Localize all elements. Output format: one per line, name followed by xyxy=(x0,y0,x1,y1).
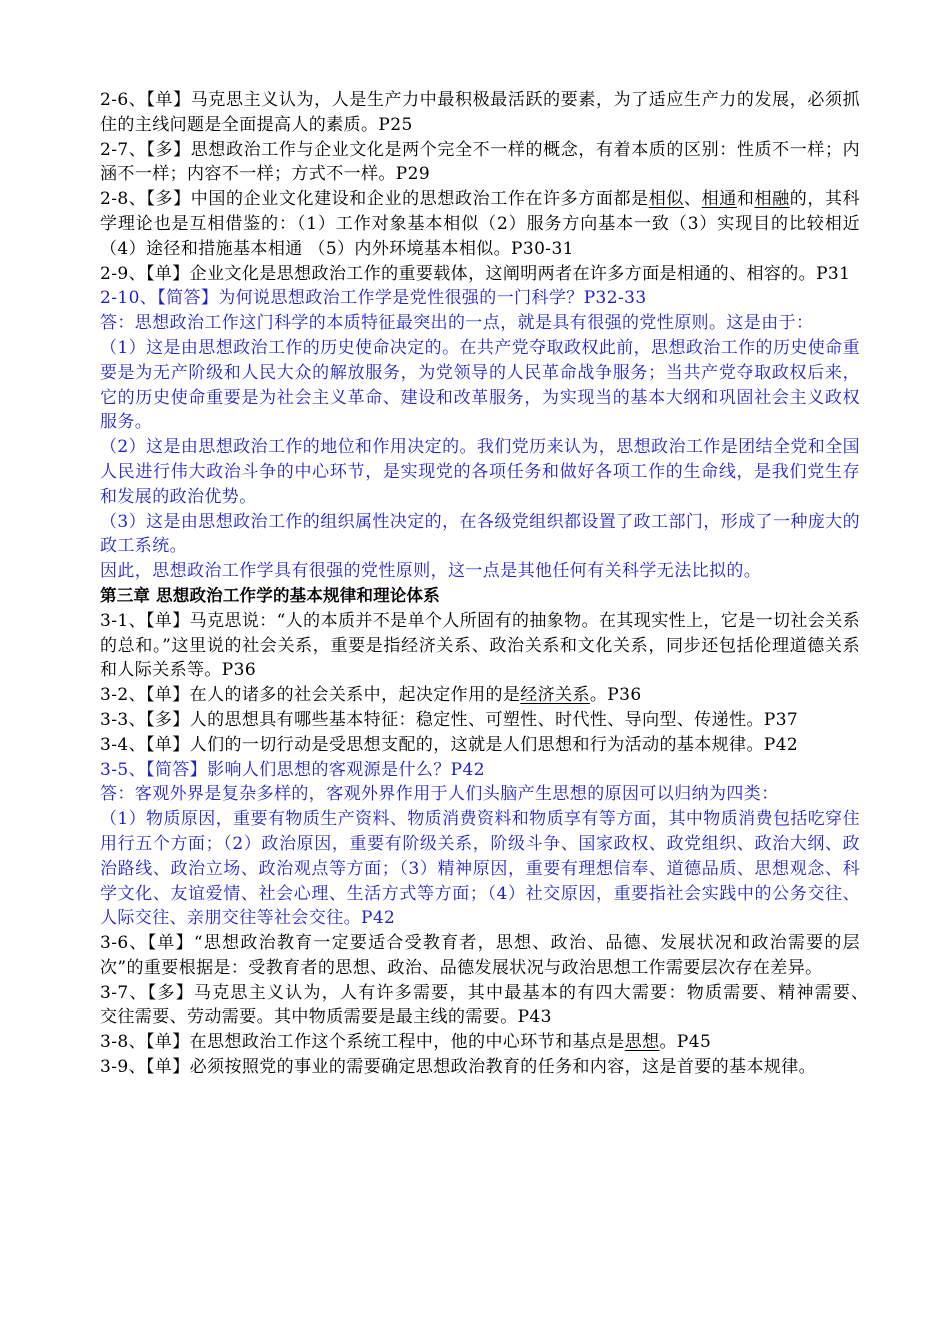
question-3-2-page: 。P36 xyxy=(589,685,642,706)
chapter-3-heading: 第三章 思想政治工作学的基本规律和理论体系 xyxy=(100,585,440,605)
conjunction: 和 xyxy=(736,189,755,210)
question-2-10-answer: 答：思想政治工作这门科学的本质特征最突出的一点，就是具有很强的党性原则。这是由于： xyxy=(100,313,814,334)
question-2-10-point-3: （3）这是由思想政治工作的组织属性决定的，在各级党组织都设置了政工部门，形成了一种庞大的政工系统。 xyxy=(100,511,860,557)
question-3-2 xyxy=(100,683,860,708)
question-2-6: 2-6、【单】马克思主义认为，人是生产力中最积极最活跃的要素，为了适应生产力的发展，必须抓住的主线问题是全面提高人的素质。P25 xyxy=(100,90,860,135)
question-2-10-conclusion: 因此，思想政治工作学具有很强的党性原则，这一点是其他任何有关科学无法比拟的。 xyxy=(100,561,762,582)
question-3-8-text: 3-8、【单】在思想政治工作这个系统工程中，他的中心环节和基点是 xyxy=(100,1032,625,1053)
underlined-term: 相融 xyxy=(754,189,790,210)
question-3-9: 3-9、【单】必须按照党的事业的需要确定思想政治教育的任务和内容，这是首要的基本规律。 xyxy=(100,1057,817,1078)
question-2-8 xyxy=(100,187,860,261)
question-2-9: 2-9、【单】企业文化是思想政治工作的重要载体，这阐明两者在许多方面是相通的、相容的。P31 xyxy=(100,263,851,284)
question-3-8-page: 。P45 xyxy=(659,1032,712,1053)
question-3-5-answer: 答：客观外界是复杂多样的，客观外界作用于人们头脑产生思想的原因可以归纳为四类： xyxy=(100,784,779,805)
question-2-8-text: 2-8、【多】中国的企业文化建设和企业的思想政治工作在许多方面都是 xyxy=(100,189,649,210)
underlined-term: 思想 xyxy=(624,1032,660,1053)
question-3-8 xyxy=(100,1030,860,1055)
underlined-term: 相似 xyxy=(648,189,684,210)
underlined-term: 相通 xyxy=(701,189,737,210)
question-3-5-title: 3-5、【简答】影响人们思想的客观源是什么？P42 xyxy=(100,759,485,780)
question-2-10-title: 2-10、【简答】为何说思想政治工作学是党性很强的一门科学？P32-33 xyxy=(100,288,647,309)
question-2-10-point-2: （2）这是由思想政治工作的地位和作用决定的。我们党历来认为，思想政治工作是团结全党和全国人民进行伟大政治斗争的中心环节，是实现党的各项任务和做好各项工作的生命线，是我们党生存和发展的政治优势。 xyxy=(100,437,860,507)
underlined-term: 经济关系 xyxy=(520,685,590,706)
question-2-10-point-1: （1）这是由思想政治工作的历史使命决定的。在共产党夺取政权此前，思想政治工作的历史使命重要是为无产阶级和人民大众的解放服务，为党领导的人民革命战争服务；当共产党夺取政权后来，它的历史使命重要是为社会主义革命、建设和改革服务，为实现当的基本大纲和巩固社会主义政权服务。 xyxy=(100,337,860,433)
separator: 、 xyxy=(684,189,702,210)
question-3-1: 3-1、【单】马克思说：“人的本质并不是单个人所固有的抽象物。在其现实性上，它是一切社会关系的总和。”这里说的社会关系，重要是指经济关系、政治关系和文化关系，同步还包括伦理道德关系和人际关系等。P36 xyxy=(100,610,860,681)
question-3-3: 3-3、【多】人的思想具有哪些基本特征：稳定性、可塑性、时代性、导向型、传递性。P37 xyxy=(100,709,799,730)
question-3-5-body: （1）物质原因，重要有物质生产资料、物质消费资料和物质享有等方面，其中物质消费包括吃穿住用行五个方面；（2）政治原因，重要有阶级关系，阶级斗争、国家政权、政党组织、政治大纲、政治路线、政治立场、政治观点等方面；（3）精神原因，重要有理想信奉、道德品质、思想观念、科学文化、友谊爱情、社会心理、生活方式等方面；（4）社交原因，重要指社会实践中的公务交往、人际交往、亲朋交往等社会交往。P42 xyxy=(100,809,860,929)
question-3-7: 3-7、【多】马克思主义认为，人有许多需要，其中最基本的有四大需要：物质需要、精神需要、 交往需要、劳动需要。其中物质需要是最主线的需要。P43 xyxy=(100,982,884,1028)
document-page xyxy=(100,88,884,1080)
question-2-7: 2-7、【多】思想政治工作与企业文化是两个完全不一样的概念，有着本质的区别：性质不一样；内涵不一样；内容不一样；方式不一样。P29 xyxy=(100,139,860,185)
question-3-6: 3-6、【单】“思想政治教育一定要适合受教育者，思想、政治、品德、发展状况和政治需要的层次”的重要根据是：受教育者的思想、政治、品德发展状况与政治思想工作需要层次存在差异。 xyxy=(100,933,860,978)
question-2-8-text-rest: 的，其科学理论也是互相借鉴的：（1）工作对象基本相似（2）服务方向基本一致（3）实现目的比较相近（4）途径和措施基本相通 （5）内外环境基本相似。P30-31 xyxy=(100,189,860,259)
question-3-4: 3-4、【单】人们的一切行动是受思想支配的，这就是人们思想和行为活动的基本规律。P42 xyxy=(100,734,799,755)
question-3-2-text: 3-2、【单】在人的诸多的社会关系中，起决定作用的是 xyxy=(100,685,521,706)
